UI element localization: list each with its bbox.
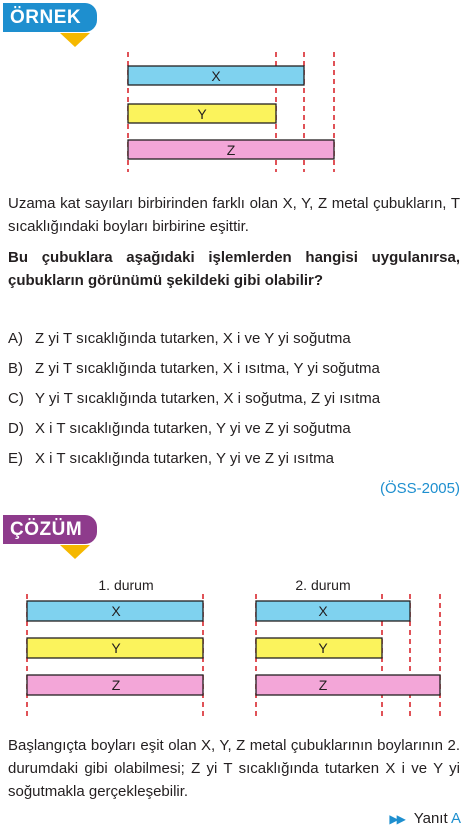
state2-bar-x xyxy=(256,601,410,621)
option-d xyxy=(8,420,351,437)
option-d-letter: D) xyxy=(8,420,24,437)
ornek-bar-x-label: X xyxy=(211,68,221,84)
option-e xyxy=(8,450,334,467)
option-e-letter: E) xyxy=(8,450,23,467)
option-b-text: Z yi T sıcaklığında tutarken, X i ısıtma, Y yi soğutma xyxy=(35,360,380,377)
question-source: (ÖSS-2005) xyxy=(379,480,460,497)
option-a-letter: A) xyxy=(8,330,23,347)
answer-line xyxy=(389,810,461,827)
state2-bar-z xyxy=(256,675,440,695)
option-a xyxy=(8,330,351,347)
solution-explanation: Başlangıçta boyları eşit olan X, Y, Z metal çubuklarının boylarının 2. durumdaki gibi olabilmesi; Z yi T sıcaklığında tutarken X i ve Y yi soğutmakla gerçekleşebilir. xyxy=(8,737,460,800)
state2-bar-x-label: X xyxy=(318,603,328,619)
option-d-text: X i T sıcaklığında tutarken, Y yi ve Z yi soğutma xyxy=(35,420,351,437)
state1-bar-x-label: X xyxy=(111,603,121,619)
answer-arrows-icon: ▶▶ xyxy=(389,812,404,826)
ornek-figure xyxy=(0,52,469,174)
state2-bar-z-label: Z xyxy=(318,677,328,693)
option-b-letter: B) xyxy=(8,360,23,377)
answer-letter: A xyxy=(450,810,461,827)
question-stem: Uzama kat sayıları birbirinden farklı olan X, Y, Z metal çubukların, T sıcaklığındaki boyları birbirine eşittir. xyxy=(8,195,460,235)
state1-bar-y-label: Y xyxy=(111,640,121,656)
option-b xyxy=(8,360,380,377)
cozum-figure xyxy=(0,570,469,720)
ornek-bar-y-label: Y xyxy=(197,106,207,122)
option-e-text: X i T sıcaklığında tutarken, Y yi ve Z yi ısıtma xyxy=(35,450,335,467)
option-c xyxy=(8,390,380,407)
question-prompt: Bu çubuklara aşağıdaki işlemlerden hangisi uygulanırsa, çubukların görünümü şekildeki gibi olabilir? xyxy=(8,249,460,289)
state1-title: 1. durum xyxy=(98,577,154,593)
option-a-text: Z yi T sıcaklığında tutarken, X i ve Y yi soğutma xyxy=(35,330,351,347)
state1-bar-z-label: Z xyxy=(111,677,121,693)
option-c-text: Y yi T sıcaklığında tutarken, X i soğutma, Z yi ısıtma xyxy=(35,390,381,407)
option-c-letter: C) xyxy=(8,390,24,407)
state2-bar-y-label: Y xyxy=(318,640,328,656)
ornek-badge-label: ÖRNEK xyxy=(10,7,82,28)
state2-title: 2. durum xyxy=(295,577,351,593)
ornek-bar-z-label: Z xyxy=(226,142,236,158)
cozum-badge-label: ÇÖZÜM xyxy=(10,519,83,540)
answer-prefix: Yanıt xyxy=(413,810,448,827)
